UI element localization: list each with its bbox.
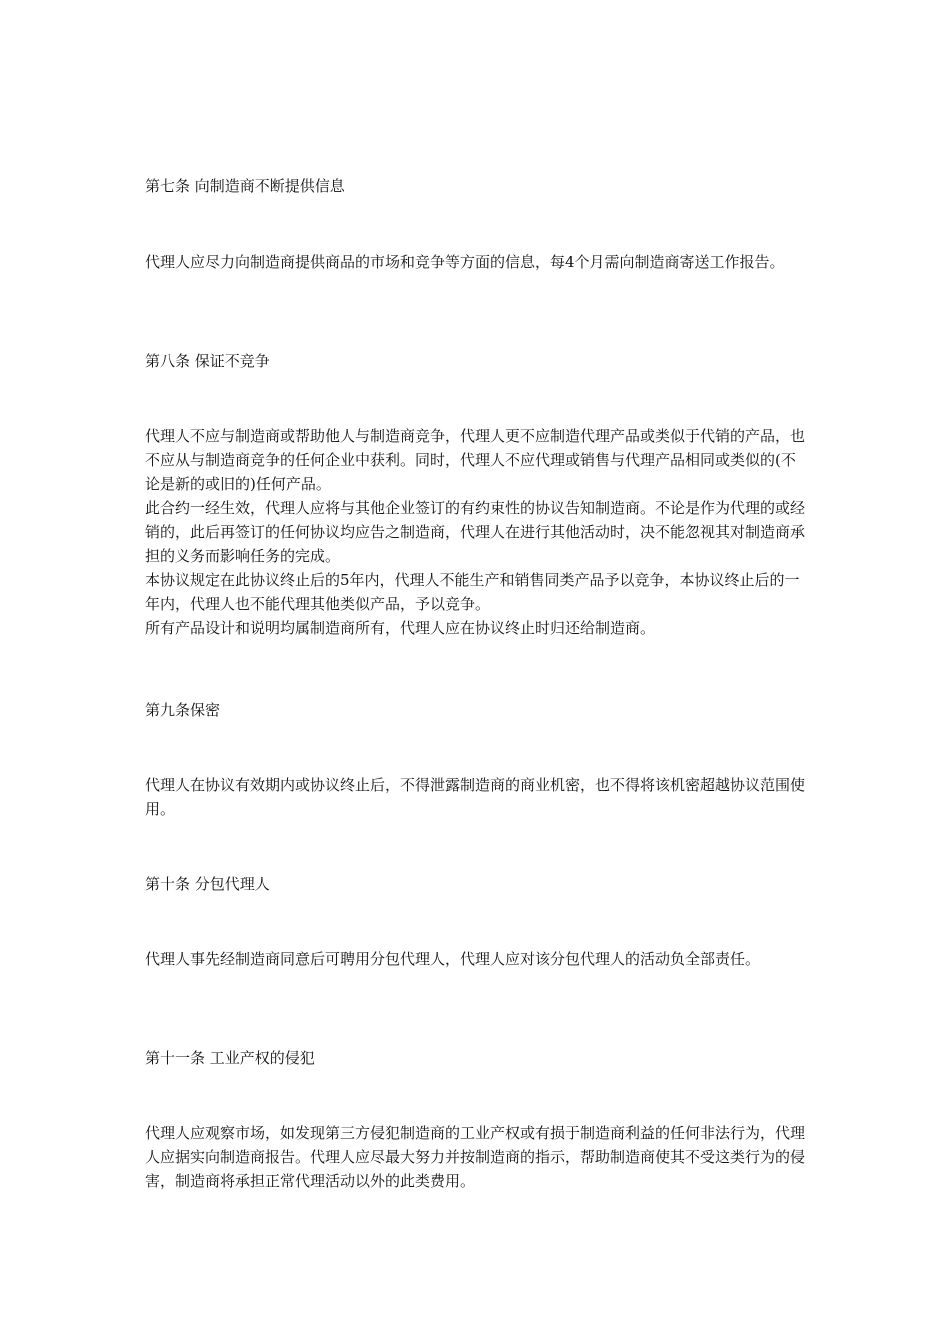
article-11-heading: 第十一条 工业产权的侵犯	[145, 1049, 315, 1067]
article-8-body	[145, 424, 810, 640]
article-10-body	[145, 947, 810, 971]
paragraph: 代理人事先经制造商同意后可聘用分包代理人，代理人应对该分包代理人的活动负全部责任。	[145, 950, 761, 968]
paragraph: 此合约一经生效，代理人应将与其他企业签订的有约束性的协议告知制造商。不论是作为代理的或经销的，此后再签订的任何协议均应告之制造商，代理人在进行其他活动时，决不能忽视其对制造商承担的义务而影响任务的完成。	[145, 499, 806, 565]
article-8-heading: 第八条 保证不竞争	[145, 352, 270, 370]
article-10-heading: 第十条 分包代理人	[145, 875, 270, 893]
paragraph: 代理人应观察市场，如发现第三方侵犯制造商的工业产权或有损于制造商利益的任何非法行为，代理人应据实向制造商报告。代理人应尽最大努力并按制造商的指示，帮助制造商使其不受这类行为的侵害，制造商将承担正常代理活动以外的此类费用。	[145, 1124, 806, 1190]
paragraph: 所有产品设计和说明均属制造商所有，代理人应在协议终止时归还给制造商。	[145, 619, 656, 637]
article-7-heading: 第七条 向制造商不断提供信息	[145, 177, 345, 195]
article-7-body	[145, 250, 810, 274]
paragraph: 本协议规定在此协议终止后的5年内，代理人不能生产和销售同类产品予以竞争，本协议终止后的一年内，代理人也不能代理其他类似产品，予以竞争。	[145, 571, 800, 613]
article-9-heading: 第九条保密	[145, 701, 221, 719]
paragraph: 代理人应尽力向制造商提供商品的市场和竞争等方面的信息，每4个月需向制造商寄送工作报告。	[145, 253, 785, 271]
article-11-body	[145, 1121, 810, 1193]
article-9-body	[145, 773, 810, 821]
paragraph: 代理人不应与制造商或帮助他人与制造商竞争，代理人更不应制造代理产品或类似于代销的产品，也不应从与制造商竞争的任何企业中获利。同时，代理人不应代理或销售与代理产品相同或类似的(不论是新的或旧的)任何产品。	[145, 427, 806, 493]
paragraph: 代理人在协议有效期内或协议终止后，不得泄露制造商的商业机密，也不得将该机密超越协议范围使用。	[145, 776, 806, 818]
